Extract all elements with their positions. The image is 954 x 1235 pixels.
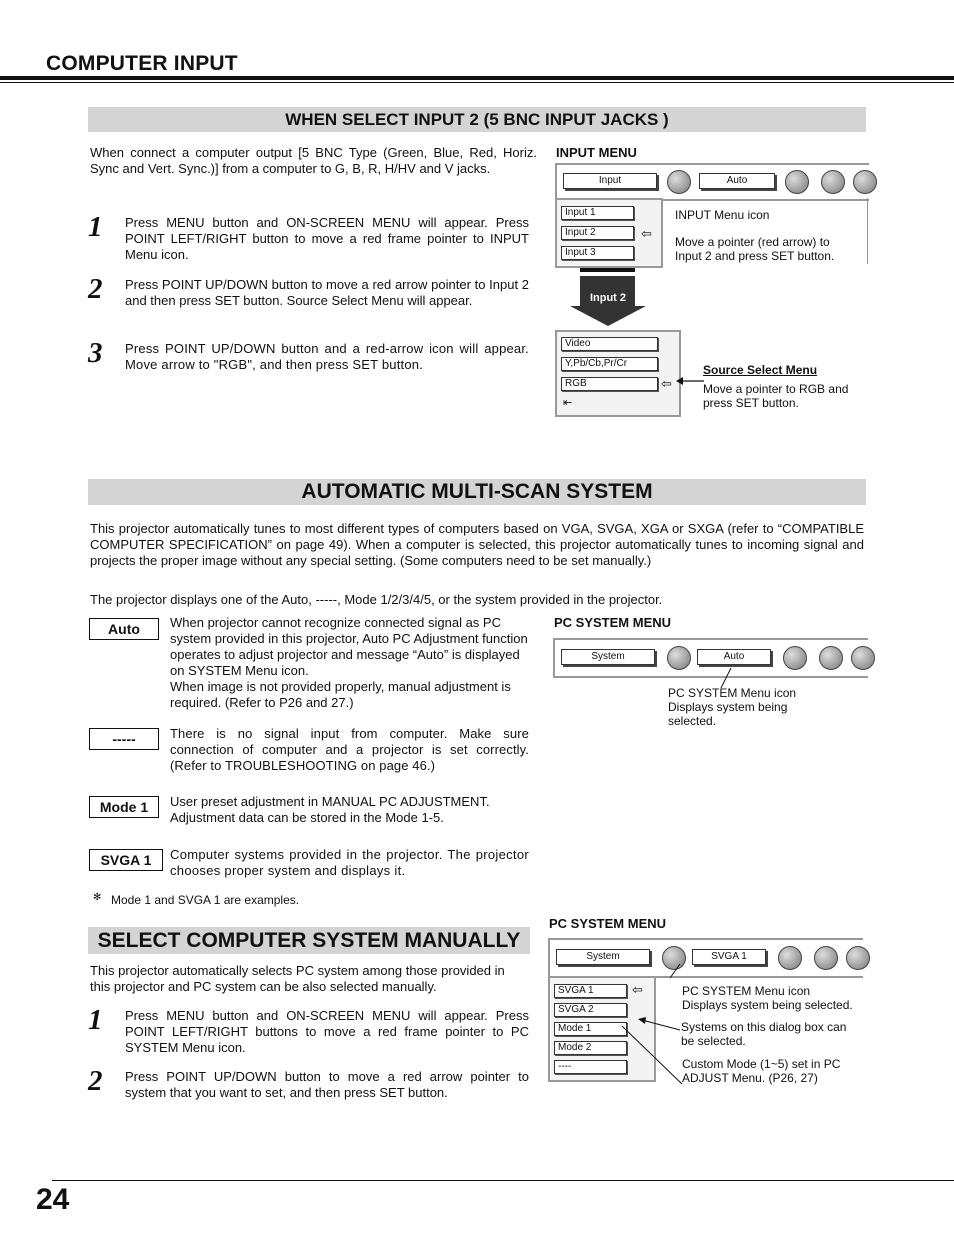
screen-icon (814, 946, 838, 970)
input-menu-bar (555, 163, 869, 201)
source-item: RGB (561, 377, 658, 391)
page-title: COMPUTER INPUT (46, 52, 238, 75)
note-text: Mode 1 and SVGA 1 are examples. (111, 893, 300, 907)
input-menu-icon (667, 170, 691, 194)
screen-icon (819, 646, 843, 670)
step-text: Press POINT UP/DOWN button and a red-arrow icon will appear. Move arrow to "RGB", and then press SET button. (125, 341, 529, 372)
pc-system-icon-caption: PC SYSTEM Menu icon Displays system being selected. (682, 984, 853, 1012)
input-item: Input 3 (561, 246, 634, 260)
section-heading-input2: WHEN SELECT INPUT 2 (5 BNC INPUT JACKS ) (88, 107, 866, 132)
step-text: Press MENU button and ON-SCREEN MENU will appear. Press POINT LEFT/RIGHT buttons to move a red frame pointer to PC SYSTEM Menu icon. (125, 1008, 529, 1055)
pc-menu-bar-2 (548, 938, 863, 978)
step-text: Press POINT UP/DOWN button to move a red arrow pointer to system that you want to set, and then press SET button. (125, 1069, 529, 1100)
settings-icon (851, 646, 875, 670)
pc-system-callout-lines (620, 962, 690, 1086)
screen-icon (821, 170, 845, 194)
mode-label-auto: Auto (89, 618, 159, 640)
pc-menu-button: System (556, 949, 650, 965)
pc-custom-caption: Custom Mode (1~5) set in PC ADJUST Menu. (P26, 27) (682, 1057, 841, 1085)
down-arrow-label: Input 2 (589, 292, 627, 304)
system-item: Mode 2 (554, 1041, 627, 1055)
system-item: SVGA 2 (554, 1003, 627, 1017)
exit-icon: ⇤ (563, 397, 573, 409)
mode-label-mode1: Mode 1 (89, 796, 159, 818)
input-menu-value: Auto (699, 173, 775, 189)
pointer-arrow-icon: ⇦ (641, 226, 652, 241)
pc-systems-caption: Systems on this dialog box can be selected. (681, 1020, 847, 1048)
input-pointer-caption: Move a pointer (red arrow) to Input 2 and press SET button. (675, 235, 835, 263)
input-menu-button: Input (563, 173, 657, 189)
pointer-arrow-icon: ⇦ (632, 982, 643, 997)
pc-menu-value: Auto (697, 649, 771, 665)
settings-icon (846, 946, 870, 970)
footer-rule (52, 1180, 954, 1181)
mode-label-svga1: SVGA 1 (89, 849, 163, 871)
pointer-arrow-icon: ⇦ (661, 376, 672, 391)
section-heading-manual: SELECT COMPUTER SYSTEM MANUALLY (88, 927, 530, 954)
header-rule-thin (0, 82, 954, 83)
source-menu-title: Source Select Menu (703, 363, 818, 377)
multiscan-paragraph-2: The projector displays one of the Auto, -----, Mode 1/2/3/4/5, or the system provided in the projector. (90, 592, 663, 607)
pc-system-icon (667, 646, 691, 670)
pc-menu-label-2: PC SYSTEM MENU (549, 916, 667, 931)
step-number: 2 (88, 273, 103, 305)
input-item: Input 2 (561, 226, 634, 240)
input-item: Input 1 (561, 206, 634, 220)
system-item: ---- (554, 1060, 627, 1074)
step-number: 1 (88, 1004, 103, 1036)
pc-menu-value: SVGA 1 (692, 949, 766, 965)
tool-icon (783, 646, 807, 670)
mode-desc-nosignal: There is no signal input from computer. Make sure connection of computer and a projector is set correctly. (Refer to TROUBLESHOOTING on page 46.) (170, 726, 529, 773)
tool-icon (785, 170, 809, 194)
input-list-panel (555, 198, 663, 268)
mode-desc-auto: When projector cannot recognize connected signal as PC system provided in this projector, Auto PC Adjustment function operates to adjust projector and message “Auto” is displayed on SYSTEM Menu icon. When image is not provided properly, manual adjustment is required. (Refer to P26 and 27.) (170, 615, 528, 710)
source-item: Video (561, 337, 658, 351)
note-mark: ✻ (93, 892, 102, 903)
section-heading-multiscan: AUTOMATIC MULTI-SCAN SYSTEM (88, 479, 866, 505)
source-menu-caption: Move a pointer to RGB and press SET button. (703, 382, 849, 410)
step-text: Press POINT UP/DOWN button to move a red arrow pointer to Input 2 and then press SET button. Source Select Menu will appear. (125, 277, 529, 308)
pc-menu-button: System (561, 649, 655, 665)
multiscan-paragraph: This projector automatically tunes to most different types of computers based on VGA, SVGA, XGA or SXGA (refer to “COMPATIBLE COMPUTER SPECIFICATION” on page 49). When a computer is selected, this projector automatically tunes to incoming signal and projects the proper image without any special setting. (Some computers need to be set manually.) (90, 521, 864, 568)
pc-menu-bar (553, 638, 868, 678)
source-list-panel (555, 330, 681, 417)
section1-intro: When connect a computer output [5 BNC Type (Green, Blue, Red, Horiz. Sync and Vert. Sync.)] from a computer to G, B, R, H/HV and V jacks. (90, 145, 537, 176)
mode-label-nosignal: ----- (89, 728, 159, 750)
source-item: Y,Pb/Cb,Pr/Cr (561, 357, 658, 371)
step-number: 2 (88, 1065, 103, 1097)
step-text: Press MENU button and ON-SCREEN MENU will appear. Press POINT LEFT/RIGHT button to move a red frame pointer to INPUT Menu icon. (125, 215, 529, 262)
settings-icon (853, 170, 877, 194)
system-item: SVGA 1 (554, 984, 627, 998)
step-number: 3 (88, 337, 103, 369)
pc-menu-label: PC SYSTEM MENU (554, 615, 672, 630)
header-rule (0, 76, 954, 80)
step-number: 1 (88, 211, 103, 243)
source-callout-line (676, 374, 706, 386)
page-number: 24 (36, 1183, 70, 1216)
mode-desc-svga1: Computer systems provided in the projector. The projector chooses proper system and displays it. (170, 847, 529, 878)
system-item: Mode 1 (554, 1022, 627, 1036)
input-icon-caption: INPUT Menu icon (675, 208, 770, 222)
tool-icon (778, 946, 802, 970)
input-menu-label: INPUT MENU (556, 145, 637, 160)
pc-menu-caption: PC SYSTEM Menu icon Displays system being selected. (668, 686, 797, 728)
mode-desc-mode1: User preset adjustment in MANUAL PC ADJUSTMENT. Adjustment data can be stored in the Mode 1-5. (170, 794, 490, 825)
manual-intro: This projector automatically selects PC system among those provided in this projector and PC system can be also selected manually. (90, 963, 505, 994)
